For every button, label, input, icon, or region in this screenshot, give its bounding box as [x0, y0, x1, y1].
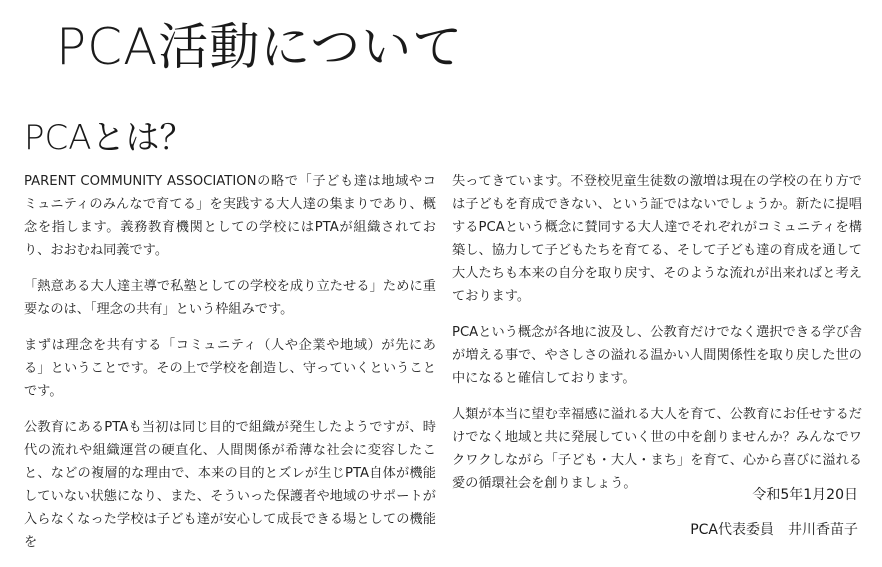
right-paragraph-1: 失ってきています。不登校児童生徒数の激増は現在の学校の在り方では子どもを育成できない、という証ではないでしょうか。新たに提唱するPCAという概念に賛同する大人達でそれぞれがコミュニティを構築し、協力して子どもたちを育てる、そして子ども達の育成を通して大人たちも本来の自分を取り戻す、そのような流れが出来ればと考えております。	[452, 174, 862, 304]
right-paragraph-2: PCAという概念が各地に波及し、公教育だけでなく選択できる学び舎が増える事で、やさしさの溢れる温かい人間関係性を取り戻した世の中になると確信しております。	[452, 325, 862, 386]
section-heading: PCAとは？	[24, 118, 194, 158]
signature-name: PCA代表委員 井川香苗子	[690, 522, 858, 538]
left-column	[24, 170, 436, 567]
left-paragraph-3: まずは理念を共有する「コミュニティ（人や企業や地域）が先にある」ということです。その上で学校を創造し、守っていくということです。	[24, 338, 436, 399]
right-paragraph-3: 人類が本当に望む幸福感に溢れる大人を育て、公教育にお任せするだけでなく地域と共に発展していく世の中を創りませんか？みんなでワクワクしながら「子ども・大人・まち」を育て、心から喜びに溢れる愛の循環社会を創りましょう。	[452, 407, 862, 491]
signature-date: 令和5年1月20日	[752, 487, 858, 503]
left-paragraph-1: PARENT COMMUNITY ASSOCIATIONの略で「子ども達は地域やコミュニティのみんなで育てる」を実践する大人達の集まりであり、概念を指します。義務教育機関としての学校にはPTAが組織されており、おおむね同義です。	[24, 174, 436, 258]
right-column	[452, 170, 862, 508]
page-title: PCA活動について	[56, 18, 464, 76]
left-paragraph-4: 公教育にあるPTAも当初は同じ目的で組織が発生したようですが、時代の流れや組織運営の硬直化、人間関係が希薄な社会に変容したこと、などの複層的な理由で、本来の目的とズレが生じPTA自体が機能していない状態になり、また、そういった保護者や地域のサポートが入らなくなった学校は子ども達が安心して成長できる場としての機能を	[24, 420, 436, 550]
left-paragraph-2: 「熱意ある大人達主導で私塾としての学校を成り立たせる」ために重要なのは、「理念の共有」という枠組みです。	[24, 279, 436, 317]
